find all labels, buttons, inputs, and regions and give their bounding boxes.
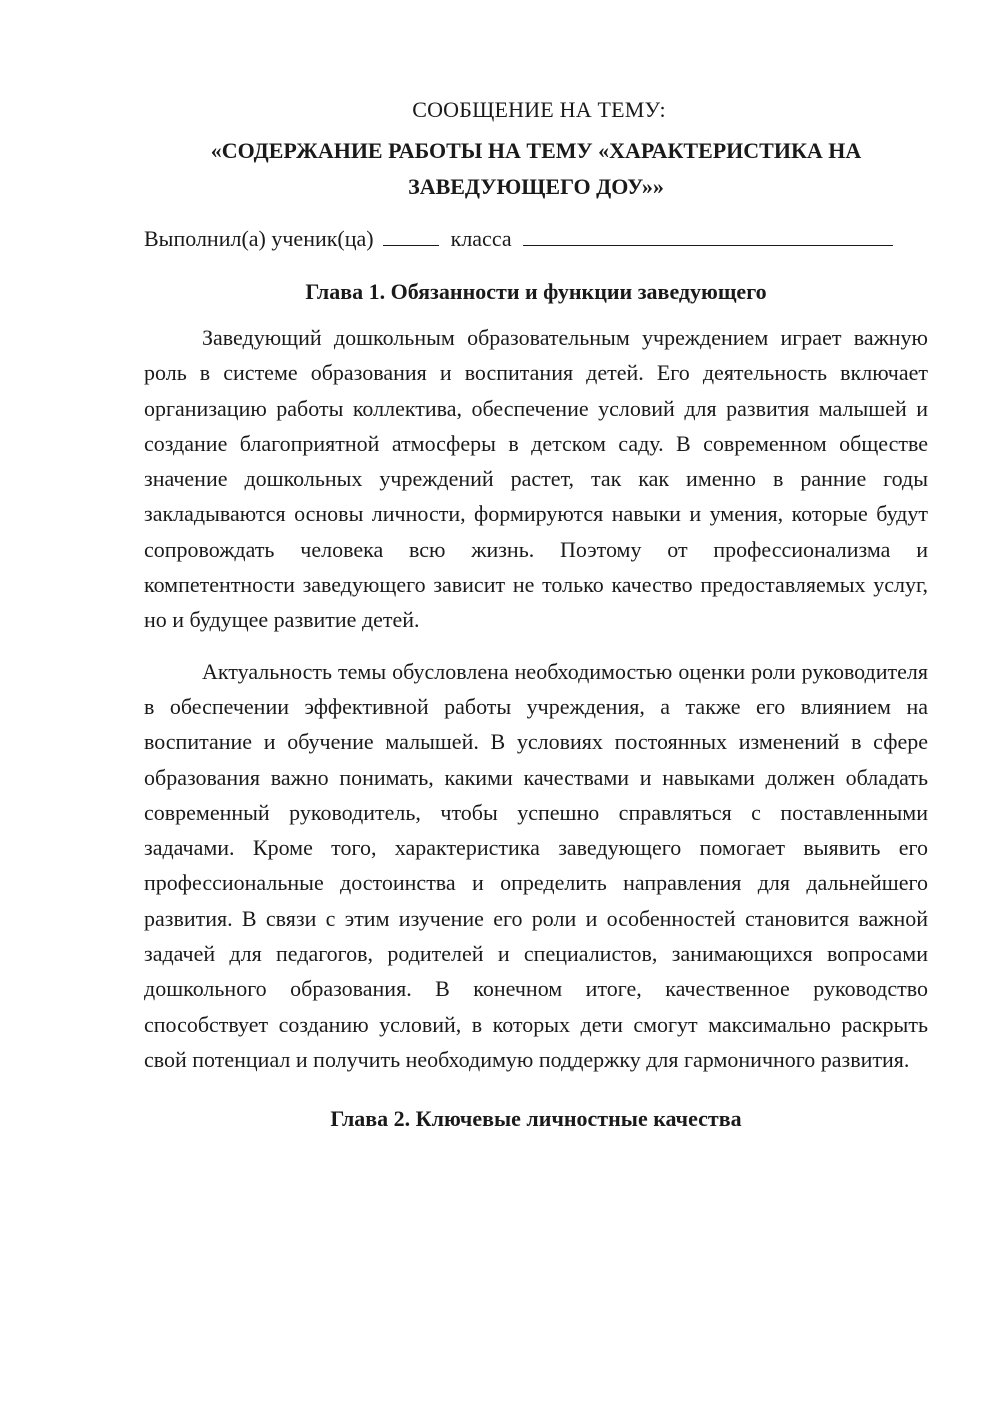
- class-label: класса: [450, 226, 512, 251]
- chapter-1-heading: Глава 1. Обязанности и функции заведующего: [305, 279, 767, 304]
- performer-line: [144, 221, 928, 257]
- name-blank-field[interactable]: [523, 223, 893, 246]
- performer-prefix: Выполнил(а) ученик(ца): [144, 226, 374, 251]
- class-blank-field[interactable]: [383, 223, 439, 246]
- document-title: «СОДЕРЖАНИЕ РАБОТЫ НА ТЕМУ «ХАРАКТЕРИСТИКА НА ЗАВЕДУЮЩЕГО ДОУ»»: [210, 138, 862, 199]
- document-page: [144, 92, 928, 1137]
- chapter-1-paragraph-1: Заведующий дошкольным образовательным учреждением играет важную роль в системе образования и воспитания детей. Его деятельность включает организацию работы коллектива, обеспечение условий для развития малышей и создание благоприятной атмосферы в детском саду. В современном обществе значение дошкольных учреждений растет, так как именно в ранние годы закладываются основы личности, формируются навыки и умения, которые будут сопровождать человека всю жизнь. Поэтому от профессионализма и компетентности заведующего зависит не только качество предоставляемых услуг, но и будущее развитие детей.: [144, 325, 928, 633]
- chapter-2-heading: Глава 2. Ключевые личностные качества: [330, 1106, 742, 1132]
- chapter-1-paragraph-2: Актуальность темы обусловлена необходимостью оценки роли руководителя в обеспечении эффективной работы учреждения, а также его влиянием на воспитание и обучение малышей. В условиях постоянных изменений в сфере образования важно понимать, какими качествами и навыками должен обладать современный руководитель, чтобы успешно справляться с поставленными задачами. Кроме того, характеристика заведующего помогает выявить его профессиональные достоинства и определить направления для дальнейшего развития. В связи с этим изучение его роли и особенностей становится важной задачей для педагогов, родителей и специалистов, занимающихся вопросами дошкольного образования. В конечном итоге, качественное руководство способствует созданию условий, в которых дети смогут максимально раскрыть свой потенциал и получить необходимую поддержку для гармоничного развития.: [144, 658, 928, 1072]
- topic-heading: СООБЩЕНИЕ НА ТЕМУ:: [412, 97, 666, 122]
